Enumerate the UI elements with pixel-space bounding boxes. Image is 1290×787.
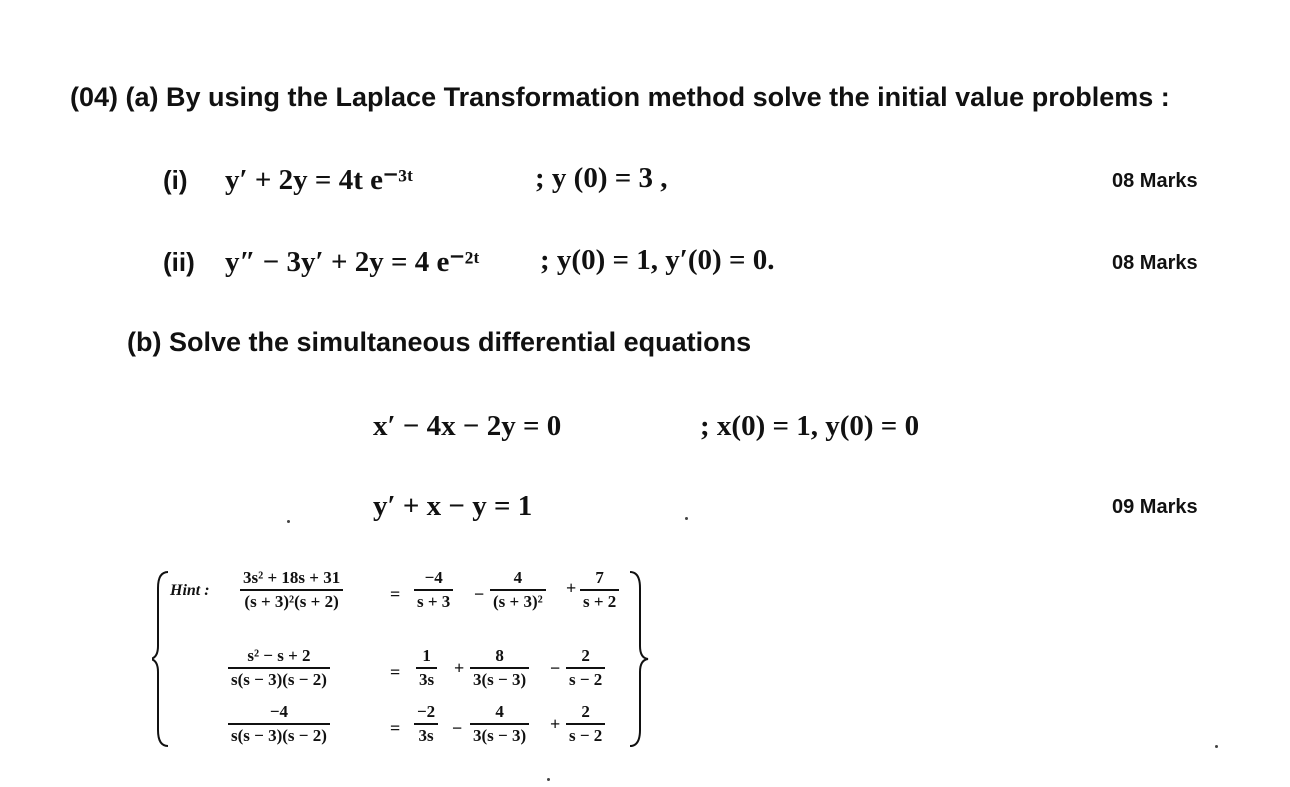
hint-row2-term1 bbox=[416, 646, 437, 690]
fraction-numerator: s² − s + 2 bbox=[247, 646, 311, 665]
scan-speck bbox=[685, 517, 688, 520]
fraction-denominator: 3s bbox=[419, 670, 435, 689]
fraction-denominator: 3s bbox=[418, 726, 434, 745]
operator: − bbox=[452, 718, 463, 738]
equals-sign: = bbox=[390, 718, 401, 738]
equals-sign: = bbox=[390, 584, 401, 604]
fraction-numerator: 2 bbox=[581, 702, 590, 721]
fraction-numerator: 7 bbox=[595, 568, 604, 587]
fraction-numerator: 2 bbox=[581, 646, 590, 665]
fraction-denominator: s + 2 bbox=[583, 592, 617, 611]
condition-i: ; y (0) = 3 , bbox=[535, 162, 668, 194]
scan-speck bbox=[1215, 745, 1218, 748]
item-label-i: (i) bbox=[163, 165, 188, 195]
operator: + bbox=[550, 714, 561, 734]
condition-ii: ; y(0) = 1, y′(0) = 0. bbox=[540, 244, 775, 276]
fraction-denominator: (s + 3)² bbox=[493, 592, 543, 611]
hint-row3-term2 bbox=[470, 702, 529, 746]
hint-row3-term1 bbox=[414, 702, 438, 746]
hint-row1-term3 bbox=[580, 568, 619, 612]
hint-row1-lhs bbox=[240, 568, 343, 612]
initial-conditions: ; x(0) = 1, y(0) = 0 bbox=[700, 410, 920, 442]
marks-ii: 08 Marks bbox=[1112, 252, 1198, 274]
fraction-numerator: 1 bbox=[422, 646, 431, 665]
fraction-denominator: 3(s − 3) bbox=[473, 726, 527, 745]
hint-row2-term2 bbox=[470, 646, 529, 690]
fraction-numerator: −4 bbox=[424, 568, 443, 587]
marks-i: 08 Marks bbox=[1112, 170, 1198, 192]
fraction-numerator: 8 bbox=[495, 646, 504, 665]
fraction-denominator: 3(s − 3) bbox=[473, 670, 527, 689]
fraction-denominator: s + 3 bbox=[417, 592, 451, 611]
hint-block bbox=[152, 568, 652, 750]
fraction-denominator: s(s − 3)(s − 2) bbox=[231, 726, 327, 745]
hint-row3-term3 bbox=[566, 702, 605, 746]
operator: + bbox=[454, 658, 465, 678]
equation-i: y′ + 2y = 4t e⁻³ᵗ bbox=[225, 164, 414, 196]
question-heading: (04) (a) By using the Laplace Transformation method solve the initial value problems : bbox=[70, 82, 1170, 112]
hint-label: Hint : bbox=[170, 582, 210, 599]
operator: − bbox=[474, 584, 485, 604]
fraction-numerator: −4 bbox=[269, 702, 289, 721]
fraction-numerator: 4 bbox=[513, 568, 523, 587]
hint-row1-term1 bbox=[414, 568, 453, 612]
hint-row2-lhs bbox=[228, 646, 330, 690]
simultaneous-eq-2: y′ + x − y = 1 bbox=[373, 490, 533, 522]
fraction-numerator: 4 bbox=[495, 702, 504, 721]
fraction-numerator: 3s² + 18s + 31 bbox=[243, 568, 341, 587]
simultaneous-eq-1: x′ − 4x − 2y = 0 bbox=[373, 410, 562, 442]
hint-row2-term3 bbox=[566, 646, 605, 690]
fraction-denominator: s − 2 bbox=[569, 726, 603, 745]
fraction-denominator: (s + 3)²(s + 2) bbox=[244, 592, 339, 611]
fraction-numerator: −2 bbox=[417, 702, 436, 721]
marks-b: 09 Marks bbox=[1112, 496, 1198, 518]
equals-sign: = bbox=[390, 662, 401, 682]
part-b-heading: (b) Solve the simultaneous differential equations bbox=[127, 327, 752, 357]
operator: − bbox=[550, 658, 561, 678]
equation-ii: y″ − 3y′ + 2y = 4 e⁻²ᵗ bbox=[225, 246, 480, 278]
hint-row3-lhs bbox=[228, 702, 330, 746]
operator: + bbox=[566, 578, 577, 598]
scan-speck bbox=[287, 520, 290, 523]
fraction-denominator: s − 2 bbox=[569, 670, 603, 689]
hint-row1-term2 bbox=[490, 568, 546, 612]
scan-speck bbox=[547, 778, 550, 781]
fraction-denominator: s(s − 3)(s − 2) bbox=[231, 670, 327, 689]
item-label-ii: (ii) bbox=[163, 247, 195, 277]
